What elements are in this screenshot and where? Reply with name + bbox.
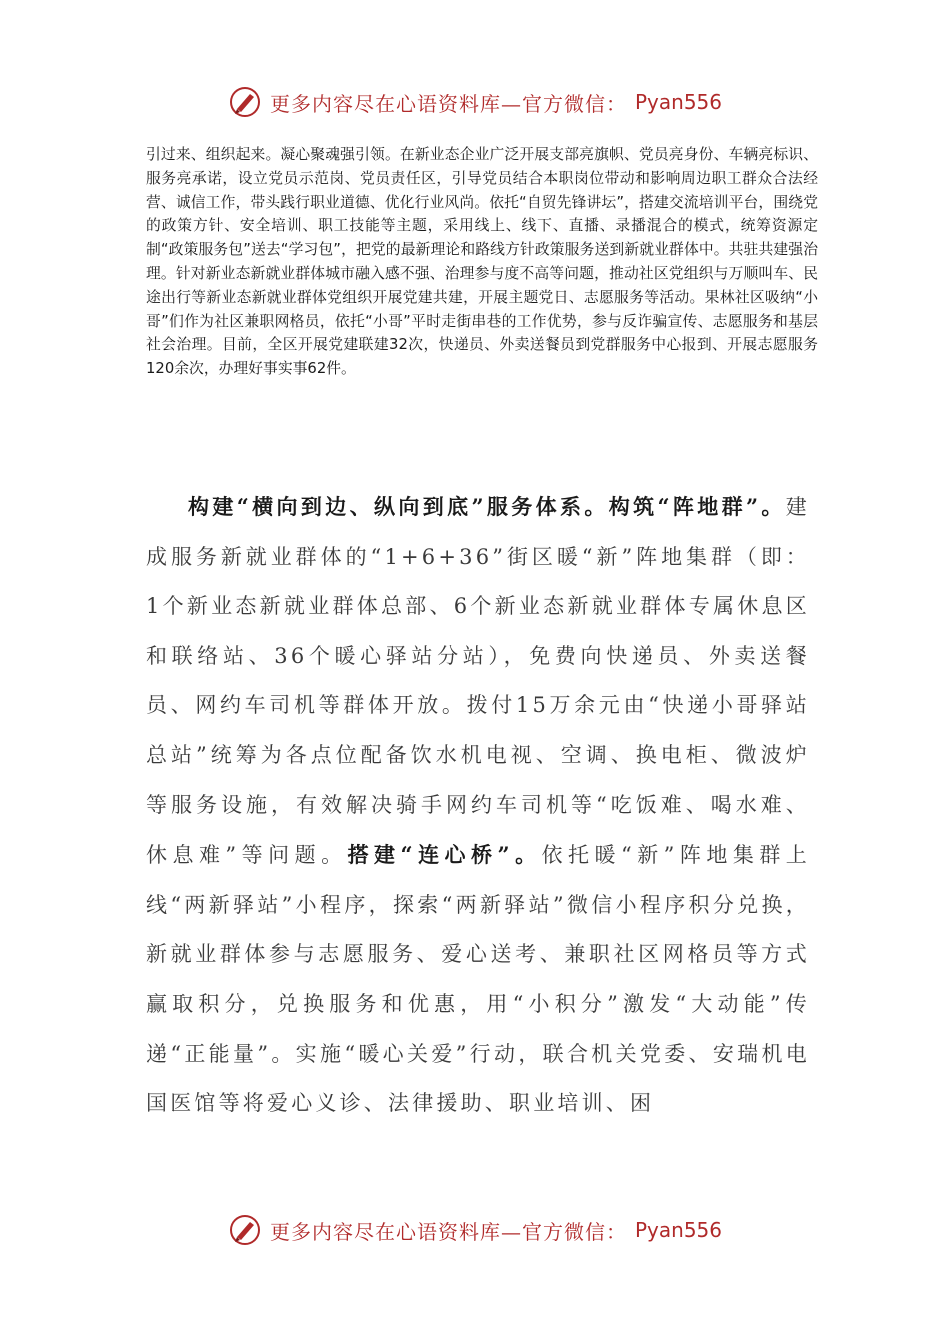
pen-logo-icon bbox=[228, 85, 262, 119]
page-header bbox=[0, 82, 950, 122]
small-paragraph: 引过来、组织起来。凝心聚魂强引领。在新业态企业广泛开展支部亮旗帜、党员亮身份、车辆亮标识、服务亮承诺，设立党员示范岗、党员责任区，引导党员结合本职岗位带动和影响周边职工群众合法经营、诚信工作，带头践行职业道德、优化行业风尚。依托“自贸先锋讲坛”，搭建交流培训平台，围绕党的政策方针、安全培训、职工技能等主题，采用线上、线下、直播、录播混合的模式，统筹资源定制“政策服务包”送去“学习包”，把党的最新理论和路线方针政策服务送到新就业群体中。共驻共建强治理。针对新业态新就业群体城市融入感不强、治理参与度不高等问题，推动社区党组织与万顺叫车、民途出行等新业态新就业群体党组织开展党建共建，开展主题党日、志愿服务等活动。果林社区吸纳“小哥”们作为社区兼职网格员，依托“小哥”平时走街串巷的工作优势，参与反诈骗宣传、志愿服务和基层社会治理。目前，全区开展党建联建32次，快递员、外卖送餐员到党群服务中心报到、开展志愿服务120余次，办理好事实事62件。 bbox=[146, 146, 818, 378]
main-text-block bbox=[146, 482, 810, 1129]
heading-build-service-system: 构建“横向到边、纵向到底”服务体系。构筑“阵地群”。 bbox=[188, 494, 786, 519]
main-paragraph bbox=[146, 482, 810, 1129]
footer-wechat-id: Pyan556 bbox=[634, 1218, 722, 1242]
header-wechat-id: Pyan556 bbox=[634, 90, 722, 114]
main-text-2: 依托暖“新”阵地集群上线“两新驿站”小程序，探索“两新驿站”微信小程序积分兑换，新就业群体参与志愿服务、爱心送考、兼职社区网格员等方式赢取积分，兑换服务和优惠，用“小积分”激发“大动能”传递“正能量”。实施“暖心关爱”行动，联合机关党委、安瑞机电国医馆等将爱心义诊、法律援助、职业培训、困 bbox=[146, 843, 810, 1116]
heading-build-bridge: 搭建“连心桥”。 bbox=[347, 842, 542, 868]
footer-banner-text: 更多内容尽在心语资料库—官方微信： bbox=[269, 1219, 627, 1244]
small-text-block bbox=[146, 143, 818, 381]
header-banner-text: 更多内容尽在心语资料库—官方微信： bbox=[269, 91, 627, 116]
main-text-1: 建成服务新就业群体的“1+6+36”街区暖“新”阵地集群（即：1个新业态新就业群体总部、6个新业态新就业群体专属休息区和联络站、36个暖心驿站分站），免费向快递员、外卖送餐员、网约车司机等群体开放。拨付15万余元由“快递小哥驿站总站”统筹为各点位配备饮水机电视、空调、换电柜、微波炉等服务设施，有效解决骑手网约车司机等“吃饭难、喝水难、休息难”等问题。 bbox=[146, 495, 810, 868]
page-footer bbox=[0, 1210, 950, 1250]
pen-logo-icon bbox=[228, 1213, 262, 1247]
